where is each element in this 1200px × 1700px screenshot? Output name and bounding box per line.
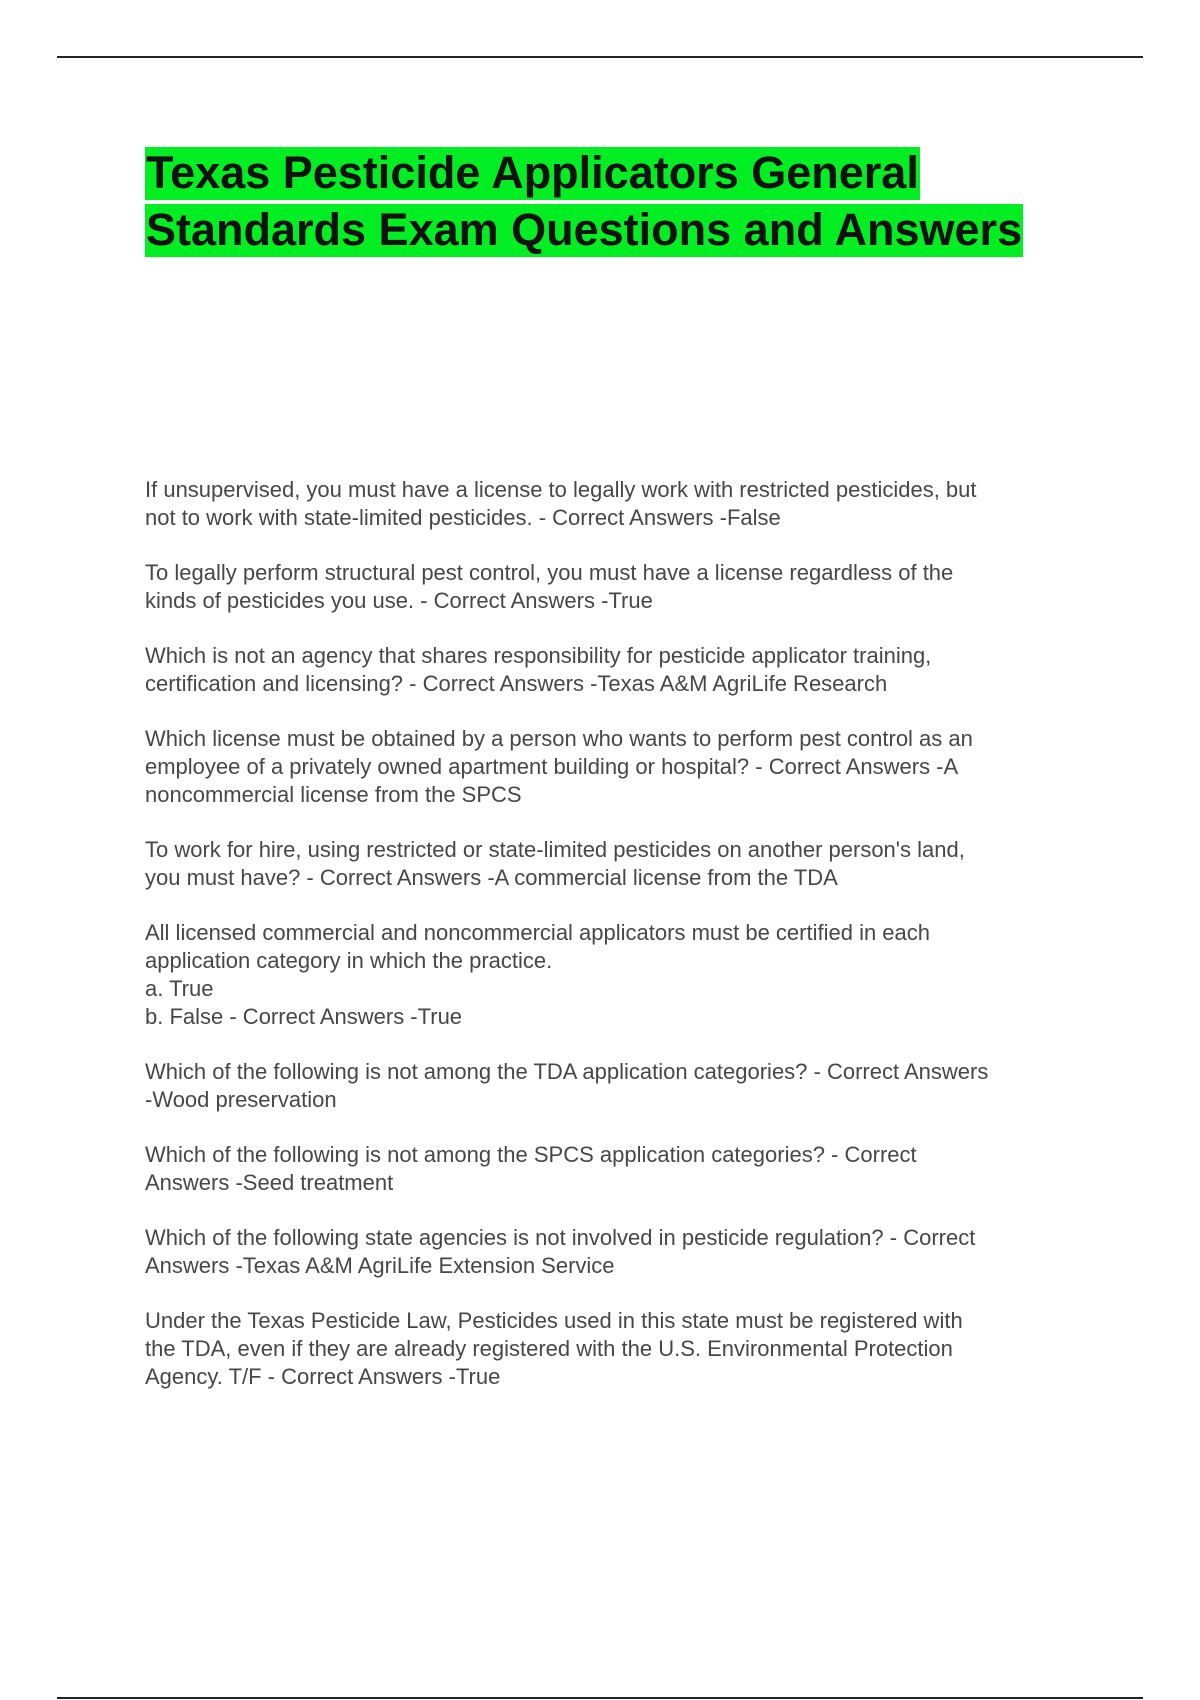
title-line: Texas Pesticide Applicators General bbox=[146, 147, 919, 198]
qa-text-line: -Wood preservation bbox=[145, 1087, 337, 1112]
qa-text-line: Which of the following state agencies is not involved in pesticide regulation? - Correct bbox=[145, 1225, 976, 1250]
title-line: Standards Exam Questions and Answers bbox=[146, 204, 1023, 255]
qa-text-line: To legally perform structural pest control, you must have a license regardless of the bbox=[145, 560, 954, 585]
qa-text-line: All licensed commercial and noncommercial applicators must be certified in each bbox=[145, 920, 931, 945]
qa-option-line: b. False - Correct Answers -True bbox=[145, 1004, 463, 1029]
qa-text-line: Which of the following is not among the SPCS application categories? - Correct bbox=[145, 1142, 917, 1167]
qa-text-line: employee of a privately owned apartment building or hospital? - Correct Answers -A bbox=[145, 754, 959, 779]
qa-text-line: Answers -Seed treatment bbox=[145, 1170, 394, 1195]
qa-list bbox=[145, 476, 1090, 1418]
qa-item bbox=[145, 1141, 1090, 1197]
qa-text-line: noncommercial license from the SPCS bbox=[145, 782, 522, 807]
qa-text-line: Under the Texas Pesticide Law, Pesticides used in this state must be registered with bbox=[145, 1308, 963, 1333]
bottom-divider bbox=[57, 1697, 1143, 1699]
qa-item bbox=[145, 476, 1090, 532]
qa-text-line: Agency. T/F - Correct Answers -True bbox=[145, 1364, 501, 1389]
qa-item bbox=[145, 1307, 1090, 1391]
document-title bbox=[145, 144, 1105, 258]
qa-item bbox=[145, 725, 1090, 809]
qa-text-line: certification and licensing? - Correct Answers -Texas A&M AgriLife Research bbox=[145, 671, 888, 696]
qa-item bbox=[145, 559, 1090, 615]
qa-text-line: Which is not an agency that shares responsibility for pesticide applicator training, bbox=[145, 643, 932, 668]
qa-text-line: If unsupervised, you must have a license to legally work with restricted pesticides, but bbox=[145, 477, 977, 502]
top-divider bbox=[57, 56, 1143, 58]
qa-item bbox=[145, 919, 1090, 1031]
qa-item bbox=[145, 1058, 1090, 1114]
qa-text-line: application category in which the practice. bbox=[145, 948, 553, 973]
qa-option-line: a. True bbox=[145, 976, 214, 1001]
qa-item bbox=[145, 1224, 1090, 1280]
qa-item bbox=[145, 642, 1090, 698]
qa-text-line: Answers -Texas A&M AgriLife Extension Service bbox=[145, 1253, 615, 1278]
qa-text-line: you must have? - Correct Answers -A commercial license from the TDA bbox=[145, 865, 838, 890]
qa-item bbox=[145, 836, 1090, 892]
qa-text-line: Which license must be obtained by a person who wants to perform pest control as an bbox=[145, 726, 973, 751]
qa-text-line: Which of the following is not among the TDA application categories? - Correct Answers bbox=[145, 1059, 989, 1084]
qa-text-line: the TDA, even if they are already registered with the U.S. Environmental Protection bbox=[145, 1336, 953, 1361]
qa-text-line: To work for hire, using restricted or state-limited pesticides on another person's land, bbox=[145, 837, 965, 862]
qa-text-line: kinds of pesticides you use. - Correct Answers -True bbox=[145, 588, 653, 613]
qa-text-line: not to work with state-limited pesticides. - Correct Answers -False bbox=[145, 505, 781, 530]
